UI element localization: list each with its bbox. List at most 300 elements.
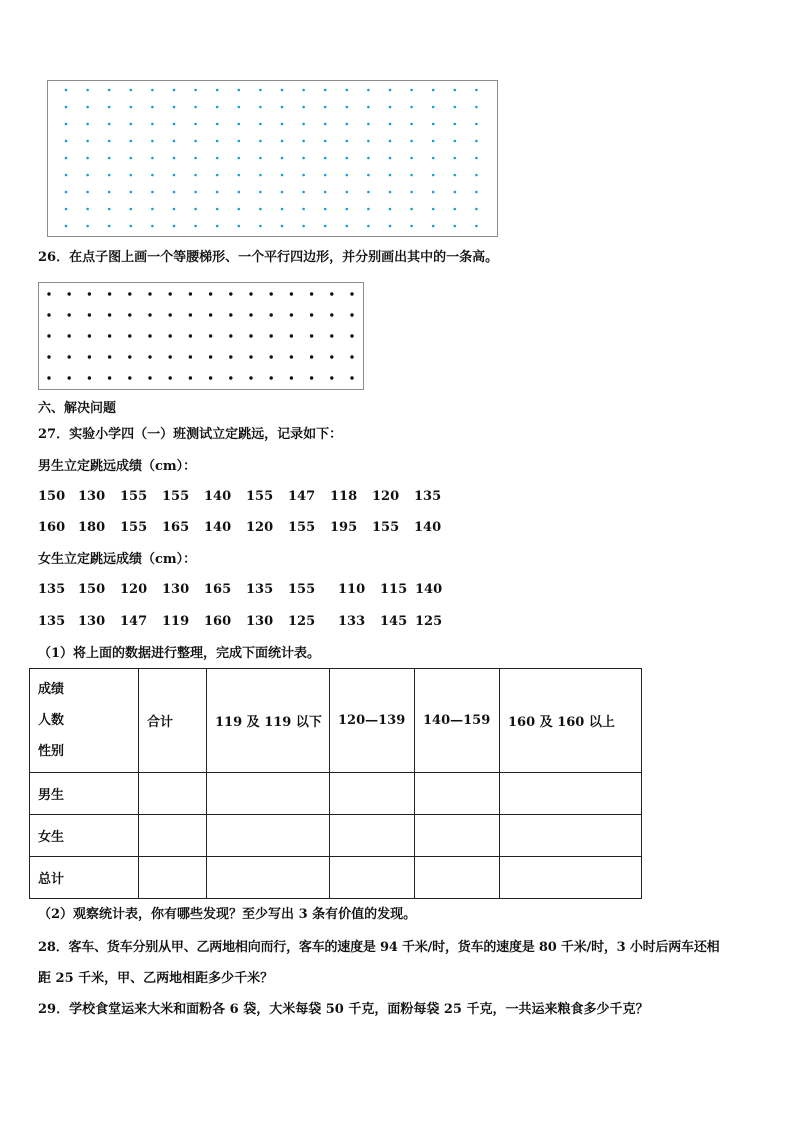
- grid-dot: [65, 123, 68, 126]
- answer-cell[interactable]: [330, 857, 415, 899]
- grid-dot: [290, 376, 293, 379]
- grid-dot: [367, 89, 370, 92]
- part-1-instruction: （1）将上面的数据进行整理，完成下面统计表。: [38, 646, 321, 661]
- grid-dot: [475, 225, 478, 228]
- grid-dot: [330, 334, 333, 337]
- grid-dot: [259, 157, 262, 160]
- grid-dot: [209, 355, 212, 358]
- grid-dot: [410, 208, 413, 211]
- grid-dot: [324, 106, 327, 109]
- grid-dot: [209, 313, 212, 316]
- part-2-instruction: （2）观察统计表，你有哪些发现？至少写出 3 条有价值的发现。: [38, 907, 417, 922]
- grid-dot: [249, 334, 252, 337]
- answer-cell[interactable]: [500, 815, 642, 857]
- grid-dot: [475, 208, 478, 211]
- answer-cell[interactable]: [415, 773, 500, 815]
- answer-cell[interactable]: [330, 773, 415, 815]
- grid-dot: [454, 157, 457, 160]
- grid-dot: [151, 123, 154, 126]
- grid-dot: [108, 106, 111, 109]
- grid-dot: [130, 140, 133, 143]
- grid-dot: [454, 225, 457, 228]
- corner-label: 成绩: [38, 682, 65, 697]
- score: 130: [162, 582, 190, 597]
- column-header: 119 及 119 以下: [207, 669, 330, 773]
- grid-dot: [47, 355, 50, 358]
- table-row: [30, 773, 642, 815]
- grid-dot: [88, 334, 91, 337]
- grid-dot: [108, 292, 111, 295]
- score: 130: [246, 614, 274, 629]
- blue-dot-grid: [48, 81, 499, 238]
- question-26-text: 26．在点子图上画一个等腰梯形、一个平行四边形，并分别画出其中的一条高。: [38, 250, 499, 265]
- grid-dot: [108, 334, 111, 337]
- grid-dot: [173, 174, 176, 177]
- score: 155: [120, 520, 148, 535]
- column-header: 合计: [139, 669, 207, 773]
- corner-label: 人数: [38, 713, 65, 728]
- column-header: 160 及 160 以上: [500, 669, 642, 773]
- grid-dot: [86, 140, 89, 143]
- black-dot-grid: [39, 283, 365, 391]
- grid-dot: [194, 106, 197, 109]
- grid-dot: [194, 89, 197, 92]
- table-row: [30, 857, 642, 899]
- grid-dot: [367, 191, 370, 194]
- grid-dot: [324, 140, 327, 143]
- grid-dot: [86, 208, 89, 211]
- grid-dot: [216, 208, 219, 211]
- grid-dot: [389, 157, 392, 160]
- grid-dot: [346, 191, 349, 194]
- grid-dot: [108, 208, 111, 211]
- grid-dot: [151, 191, 154, 194]
- boys-scores-label: 男生立定跳远成绩（cm）：: [38, 459, 197, 474]
- grid-dot: [432, 191, 435, 194]
- grid-dot: [350, 376, 353, 379]
- grid-dot: [148, 376, 151, 379]
- grid-dot: [108, 225, 111, 228]
- grid-dot: [148, 313, 151, 316]
- grid-dot: [330, 376, 333, 379]
- grid-dot: [128, 355, 131, 358]
- grid-dot: [216, 157, 219, 160]
- grid-dot: [432, 106, 435, 109]
- grid-dot: [281, 174, 284, 177]
- score: 147: [120, 614, 148, 629]
- section-title: 六、解决问题: [38, 401, 117, 416]
- grid-dot: [281, 106, 284, 109]
- score: 165: [162, 520, 190, 535]
- grid-dot: [367, 174, 370, 177]
- grid-dot: [330, 355, 333, 358]
- grid-dot: [475, 191, 478, 194]
- black-dot-grid-box: [38, 282, 364, 390]
- grid-dot: [410, 174, 413, 177]
- answer-cell[interactable]: [139, 773, 207, 815]
- grid-dot: [148, 355, 151, 358]
- score: 147: [288, 489, 316, 504]
- grid-dot: [259, 123, 262, 126]
- score: 165: [204, 582, 232, 597]
- grid-dot: [194, 140, 197, 143]
- grid-dot: [108, 123, 111, 126]
- grid-dot: [108, 355, 111, 358]
- score: 125: [415, 614, 443, 629]
- girls-scores-label: 女生立定跳远成绩（cm）：: [38, 552, 197, 567]
- blue-dot-grid-box: [47, 80, 498, 237]
- grid-dot: [454, 140, 457, 143]
- grid-dot: [324, 174, 327, 177]
- answer-cell[interactable]: [207, 773, 330, 815]
- grid-dot: [259, 106, 262, 109]
- grid-dot: [249, 292, 252, 295]
- score: 160: [204, 614, 232, 629]
- grid-dot: [130, 174, 133, 177]
- question-28-line-2: 距 25 千米，甲、乙两地相距多少千米？: [38, 971, 274, 986]
- score: 140: [414, 520, 442, 535]
- grid-dot: [128, 376, 131, 379]
- grid-dot: [310, 355, 313, 358]
- grid-dot: [410, 106, 413, 109]
- score: 140: [204, 520, 232, 535]
- grid-dot: [47, 313, 50, 316]
- grid-dot: [108, 191, 111, 194]
- grid-dot: [108, 89, 111, 92]
- score: 110: [338, 582, 366, 597]
- grid-dot: [432, 208, 435, 211]
- grid-dot: [130, 208, 133, 211]
- grid-dot: [475, 157, 478, 160]
- grid-dot: [249, 355, 252, 358]
- score: 115: [380, 582, 408, 597]
- table-corner-cell: [30, 669, 139, 773]
- grid-dot: [209, 376, 212, 379]
- grid-dot: [249, 376, 252, 379]
- score: 160: [38, 520, 66, 535]
- grid-dot: [173, 191, 176, 194]
- grid-dot: [350, 292, 353, 295]
- grid-dot: [346, 157, 349, 160]
- grid-dot: [238, 157, 241, 160]
- grid-dot: [367, 157, 370, 160]
- grid-dot: [259, 208, 262, 211]
- grid-dot: [151, 140, 154, 143]
- score: 145: [380, 614, 408, 629]
- grid-dot: [454, 89, 457, 92]
- grid-dot: [475, 89, 478, 92]
- grid-dot: [216, 140, 219, 143]
- grid-dot: [130, 89, 133, 92]
- grid-dot: [209, 334, 212, 337]
- grid-dot: [65, 174, 68, 177]
- score: 140: [415, 582, 443, 597]
- grid-dot: [475, 140, 478, 143]
- grid-dot: [108, 376, 111, 379]
- grid-dot: [454, 174, 457, 177]
- grid-dot: [173, 106, 176, 109]
- grid-dot: [47, 376, 50, 379]
- grid-dot: [346, 89, 349, 92]
- grid-dot: [169, 292, 172, 295]
- answer-cell[interactable]: [139, 815, 207, 857]
- grid-dot: [68, 334, 71, 337]
- grid-dot: [350, 334, 353, 337]
- score: 150: [78, 582, 106, 597]
- grid-dot: [367, 123, 370, 126]
- grid-dot: [68, 292, 71, 295]
- grid-dot: [259, 191, 262, 194]
- row-header: 男生: [30, 773, 139, 815]
- grid-dot: [65, 208, 68, 211]
- grid-dot: [367, 208, 370, 211]
- grid-dot: [389, 225, 392, 228]
- grid-dot: [324, 89, 327, 92]
- grid-dot: [216, 89, 219, 92]
- score: 140: [204, 489, 232, 504]
- grid-dot: [151, 106, 154, 109]
- grid-dot: [86, 225, 89, 228]
- grid-dot: [88, 376, 91, 379]
- grid-dot: [194, 157, 197, 160]
- grid-dot: [389, 174, 392, 177]
- grid-dot: [410, 123, 413, 126]
- grid-dot: [410, 157, 413, 160]
- grid-dot: [270, 334, 273, 337]
- grid-dot: [209, 292, 212, 295]
- grid-dot: [88, 313, 91, 316]
- grid-dot: [130, 191, 133, 194]
- grid-dot: [238, 123, 241, 126]
- grid-dot: [389, 123, 392, 126]
- grid-dot: [216, 106, 219, 109]
- grid-dot: [454, 208, 457, 211]
- row-header: 总计: [30, 857, 139, 899]
- grid-dot: [229, 376, 232, 379]
- grid-dot: [229, 355, 232, 358]
- grid-dot: [346, 123, 349, 126]
- answer-cell[interactable]: [207, 815, 330, 857]
- grid-dot: [194, 191, 197, 194]
- grid-dot: [86, 123, 89, 126]
- grid-dot: [238, 140, 241, 143]
- grid-dot: [130, 123, 133, 126]
- grid-dot: [128, 292, 131, 295]
- grid-dot: [108, 174, 111, 177]
- grid-dot: [130, 225, 133, 228]
- grid-dot: [389, 208, 392, 211]
- grid-dot: [350, 355, 353, 358]
- grid-dot: [310, 334, 313, 337]
- grid-dot: [194, 208, 197, 211]
- grid-dot: [194, 123, 197, 126]
- score: 155: [162, 489, 190, 504]
- grid-dot: [389, 191, 392, 194]
- grid-dot: [454, 106, 457, 109]
- grid-dot: [148, 334, 151, 337]
- grid-dot: [68, 376, 71, 379]
- grid-dot: [173, 225, 176, 228]
- score: 120: [372, 489, 400, 504]
- grid-dot: [173, 208, 176, 211]
- grid-dot: [151, 89, 154, 92]
- grid-dot: [290, 292, 293, 295]
- grid-dot: [346, 208, 349, 211]
- grid-dot: [88, 355, 91, 358]
- corner-label: 性别: [38, 744, 65, 759]
- grid-dot: [270, 313, 273, 316]
- grid-dot: [454, 191, 457, 194]
- grid-dot: [432, 140, 435, 143]
- score: 135: [246, 582, 274, 597]
- grid-dot: [68, 313, 71, 316]
- grid-dot: [310, 313, 313, 316]
- grid-dot: [281, 208, 284, 211]
- grid-dot: [65, 191, 68, 194]
- grid-dot: [259, 174, 262, 177]
- grid-dot: [330, 292, 333, 295]
- grid-dot: [350, 313, 353, 316]
- score: 150: [38, 489, 66, 504]
- grid-dot: [281, 89, 284, 92]
- grid-dot: [216, 225, 219, 228]
- grid-dot: [151, 225, 154, 228]
- grid-dot: [169, 313, 172, 316]
- grid-dot: [86, 89, 89, 92]
- score: 125: [288, 614, 316, 629]
- score: 120: [120, 582, 148, 597]
- grid-dot: [108, 140, 111, 143]
- table-row: [30, 815, 642, 857]
- grid-dot: [410, 140, 413, 143]
- grid-dot: [65, 89, 68, 92]
- grid-dot: [475, 106, 478, 109]
- grid-dot: [302, 140, 305, 143]
- grid-dot: [194, 225, 197, 228]
- score: 130: [78, 614, 106, 629]
- grid-dot: [302, 208, 305, 211]
- score: 155: [120, 489, 148, 504]
- grid-dot: [229, 313, 232, 316]
- grid-dot: [173, 89, 176, 92]
- grid-dot: [475, 174, 478, 177]
- grid-dot: [47, 334, 50, 337]
- answer-cell[interactable]: [330, 815, 415, 857]
- grid-dot: [169, 376, 172, 379]
- grid-dot: [216, 174, 219, 177]
- grid-dot: [238, 191, 241, 194]
- grid-dot: [302, 225, 305, 228]
- grid-dot: [281, 140, 284, 143]
- grid-dot: [281, 225, 284, 228]
- grid-dot: [238, 89, 241, 92]
- grid-dot: [65, 106, 68, 109]
- grid-dot: [229, 292, 232, 295]
- grid-dot: [346, 225, 349, 228]
- answer-cell[interactable]: [139, 857, 207, 899]
- grid-dot: [346, 140, 349, 143]
- answer-cell[interactable]: [207, 857, 330, 899]
- grid-dot: [410, 89, 413, 92]
- grid-dot: [367, 140, 370, 143]
- score: 135: [414, 489, 442, 504]
- grid-dot: [86, 106, 89, 109]
- grid-dot: [432, 89, 435, 92]
- grid-dot: [86, 157, 89, 160]
- grid-dot: [410, 191, 413, 194]
- grid-dot: [238, 174, 241, 177]
- grid-dot: [238, 106, 241, 109]
- grid-dot: [346, 174, 349, 177]
- grid-dot: [290, 334, 293, 337]
- grid-dot: [216, 123, 219, 126]
- answer-cell[interactable]: [415, 815, 500, 857]
- grid-dot: [281, 191, 284, 194]
- grid-dot: [302, 191, 305, 194]
- grid-dot: [189, 334, 192, 337]
- grid-dot: [270, 292, 273, 295]
- answer-cell[interactable]: [500, 857, 642, 899]
- grid-dot: [302, 157, 305, 160]
- grid-dot: [238, 208, 241, 211]
- grid-dot: [169, 334, 172, 337]
- grid-dot: [389, 140, 392, 143]
- column-header: 140—159: [415, 669, 500, 773]
- score: 120: [246, 520, 274, 535]
- grid-dot: [432, 123, 435, 126]
- grid-dot: [290, 313, 293, 316]
- grid-dot: [128, 313, 131, 316]
- score: 195: [330, 520, 358, 535]
- score: 155: [288, 520, 316, 535]
- grid-dot: [367, 225, 370, 228]
- grid-dot: [330, 313, 333, 316]
- grid-dot: [65, 157, 68, 160]
- grid-dot: [86, 174, 89, 177]
- question-28-line-1: 28．客车、货车分别从甲、乙两地相向而行，客车的速度是 94 千米/时，货车的速度是 80 千米/时，3 小时后两车还相: [38, 940, 720, 955]
- grid-dot: [148, 292, 151, 295]
- grid-dot: [189, 355, 192, 358]
- grid-dot: [310, 292, 313, 295]
- grid-dot: [173, 140, 176, 143]
- answer-cell[interactable]: [415, 857, 500, 899]
- grid-dot: [151, 174, 154, 177]
- grid-dot: [259, 225, 262, 228]
- grid-dot: [389, 106, 392, 109]
- grid-dot: [290, 355, 293, 358]
- grid-dot: [130, 157, 133, 160]
- grid-dot: [68, 355, 71, 358]
- grid-dot: [410, 225, 413, 228]
- grid-dot: [259, 140, 262, 143]
- grid-dot: [302, 89, 305, 92]
- grid-dot: [65, 225, 68, 228]
- grid-dot: [432, 225, 435, 228]
- grid-dot: [238, 225, 241, 228]
- grid-dot: [270, 376, 273, 379]
- grid-dot: [128, 334, 131, 337]
- grid-dot: [229, 334, 232, 337]
- score: 118: [330, 489, 358, 504]
- grid-dot: [324, 157, 327, 160]
- answer-cell[interactable]: [500, 773, 642, 815]
- grid-dot: [432, 157, 435, 160]
- row-header: 女生: [30, 815, 139, 857]
- score: 135: [38, 614, 66, 629]
- grid-dot: [281, 123, 284, 126]
- score: 155: [372, 520, 400, 535]
- statistics-table: [29, 668, 642, 899]
